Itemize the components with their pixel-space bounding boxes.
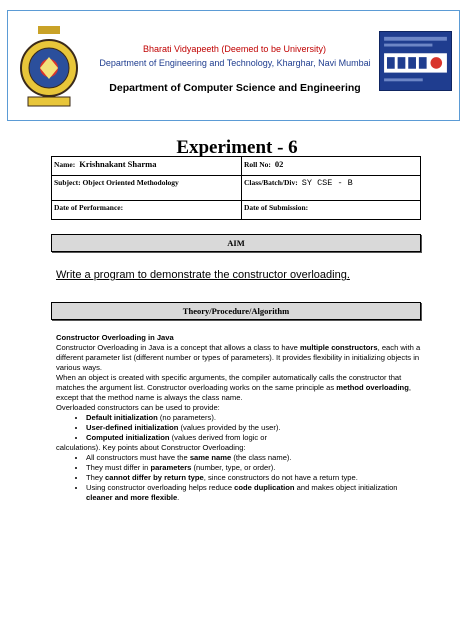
list-item: • Computed initialization (values derived from logic or [86, 433, 426, 443]
list-item: • User-defined initialization (values provided by the user). [86, 423, 426, 433]
date-submission-label: Date of Submission: [244, 203, 309, 212]
subject-value: Object Oriented Methodology [82, 178, 179, 187]
theory-paragraph-4: calculations). Key points about Constructor Overloading: [56, 443, 246, 452]
list-item: • They must differ in parameters (number, type, or order). [86, 463, 426, 473]
aim-heading: AIM [51, 234, 421, 252]
aim-text: Write a program to demonstrate the constructor overloading. [56, 269, 350, 281]
department-name: Department of Computer Science and Engineering [109, 82, 361, 94]
name-label: Name: [54, 160, 76, 169]
theory-body [56, 333, 426, 503]
university-emblem-icon [18, 24, 80, 110]
university-name: Bharati Vidyapeeth (Deemed to be University) [143, 44, 326, 54]
initialization-list [56, 413, 426, 443]
list-item: • Using constructor overloading helps reduce code duplication and makes object initialization cleaner and more flexible. [86, 483, 426, 503]
bvudet-logo [379, 31, 452, 91]
class-label: Class/Batch/Div: [244, 178, 298, 187]
theory-paragraph-2: When an object is created with specific arguments, the compiler automatically calls the constructor that matches the argument list. Constructor overloading works on the same principle as method overloading, except that the method name is always the class name. [56, 373, 411, 402]
class-value: SY CSE - B [301, 178, 353, 188]
theory-paragraph-1: Constructor Overloading in Java is a concept that allows a class to have multiple constructors, each with a different parameter list (different number or types of parameters). It provides flexibility in initializing objects in various ways. [56, 343, 421, 372]
name-value: Krishnakant Sharma [79, 159, 157, 169]
date-performance-label: Date of Performance: [54, 203, 124, 212]
student-info-table [51, 156, 421, 220]
roll-value: 02 [274, 159, 284, 169]
subject-label: Subject: [54, 178, 81, 187]
theory-heading: Theory/Procedure/Algorithm [51, 302, 421, 320]
theory-subheading: Constructor Overloading in Java [56, 333, 174, 342]
experiment-title: Experiment - 6 [176, 137, 298, 158]
list-item: • They cannot differ by return type, since constructors do not have a return type. [86, 473, 426, 483]
list-item: • All constructors must have the same name (the class name). [86, 453, 426, 463]
list-item: • Default initialization (no parameters). [86, 413, 426, 423]
theory-paragraph-3: Overloaded constructors can be used to provide: [56, 403, 220, 412]
department-location: Department of Engineering and Technology, Kharghar, Navi Mumbai [99, 58, 371, 68]
roll-label: Roll No: [244, 160, 271, 169]
key-points-list [56, 453, 426, 503]
